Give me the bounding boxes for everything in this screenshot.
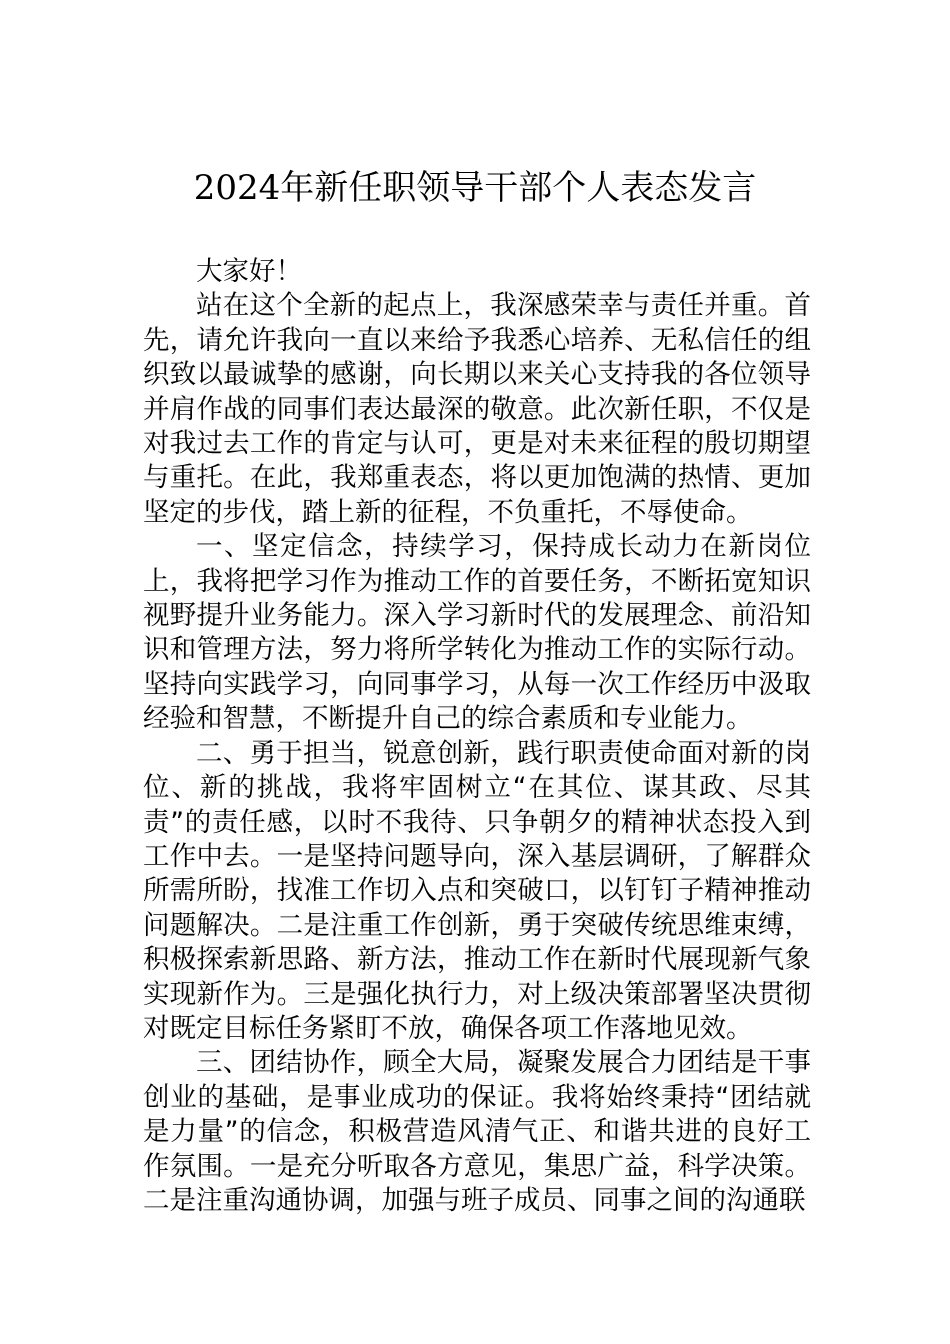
document-body — [143, 255, 811, 1218]
section-two-paragraph: 二、勇于担当，锐意创新，践行职责使命面对新的岗位、新的挑战，我将牢固树立“在其位、谋其政、尽其责”的责任感，以时不我待、只争朝夕的精神状态投入到工作中去。一是坚持问题导向，深入基层调研，了解群众所需所盼，找准工作切入点和突破口，以钉钉子精神推动问题解决。二是注重工作创新，勇于突破传统思维束缚，积极探索新思路、新方法，推动工作在新时代展现新气象实现新作为。三是强化执行力，对上级决策部署坚决贯彻对既定目标任务紧盯不放，确保各项工作落地见效。 — [143, 737, 811, 1044]
intro-paragraph: 站在这个全新的起点上，我深感荣幸与责任并重。首先，请允许我向一直以来给予我悉心培养、无私信任的组织致以最诚挚的感谢，向长期以来关心支持我的各位领导并肩作战的同事们表达最深的敬意。此次新任职，不仅是对我过去工作的肯定与认可，更是对未来征程的殷切期望与重托。在此，我郑重表态，将以更加饱满的热情、更加坚定的步伐，踏上新的征程，不负重托，不辱使命。 — [143, 290, 811, 528]
section-one-paragraph: 一、坚定信念，持续学习，保持成长动力在新岗位上，我将把学习作为推动工作的首要任务，不断拓宽知识视野提升业务能力。深入学习新时代的发展理念、前沿知识和管理方法，努力将所学转化为推动工作的实际行动。坚持向实践学习，向同事学习，从每一次工作经历中汲取经验和智慧，不断提升自己的综合素质和专业能力。 — [143, 531, 811, 735]
section-three-paragraph: 三、团结协作，顾全大局，凝聚发展合力团结是干事创业的基础，是事业成功的保证。我将始终秉持“团结就是力量”的信念，积极营造风清气正、和谐共进的良好工作氛围。一是充分听取各方意见，集思广益，科学决策。二是注重沟通协调，加强与班子成员、同事之间的沟通联 — [143, 1047, 811, 1216]
document-title: 2024年新任职领导干部个人表态发言 — [193, 168, 757, 208]
greeting-paragraph: 大家好！ — [196, 256, 302, 287]
